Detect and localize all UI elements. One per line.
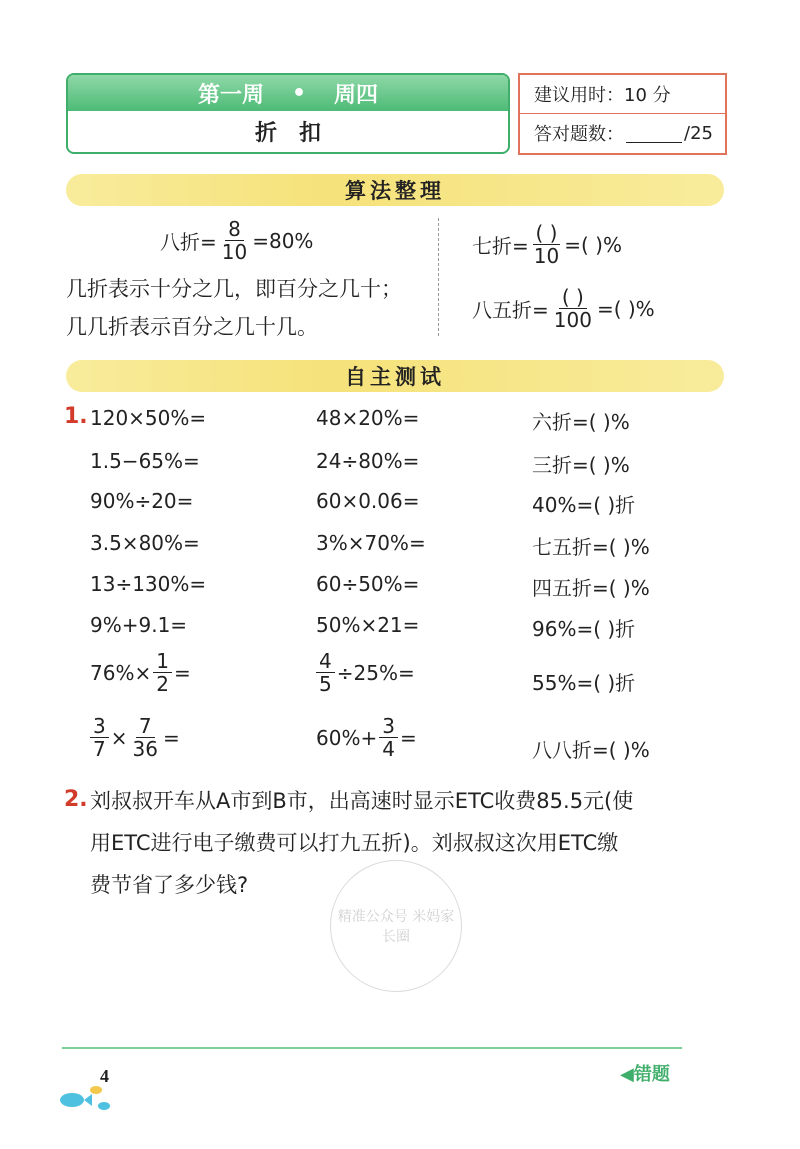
rule-line-1: 几折表示十分之几，即百分之几十； — [66, 277, 402, 301]
topic-title: 折扣 — [254, 121, 343, 146]
expr-pre: 76%× — [90, 660, 152, 685]
fraction-num: 1 — [153, 650, 172, 673]
q1-row-6-a: 9%+9.1= — [90, 613, 188, 637]
example-formula — [160, 218, 313, 263]
fraction-num: 7 — [136, 715, 155, 738]
q1-row-5-c[interactable]: 四五折=( )% — [532, 576, 650, 600]
q1-row-5-a: 13÷130%= — [90, 572, 207, 596]
fraction-den: 36 — [132, 737, 158, 761]
q2-left: 八五折= — [472, 298, 549, 322]
q1-row-3-a: 90%÷20= — [90, 489, 194, 513]
info-box — [518, 73, 727, 155]
q1-row-3-b: 60×0.06= — [316, 489, 420, 513]
fraction — [153, 650, 172, 695]
fraction-den: 5 — [319, 672, 332, 696]
correct-label: 答对题数： — [534, 124, 624, 145]
example-right: =80% — [252, 228, 314, 253]
fraction-den: 100 — [553, 308, 592, 332]
rule-line-2: 几几折表示百分之几十几。 — [66, 315, 318, 339]
example-left: 八折= — [160, 230, 217, 254]
q1-row-8-b — [316, 715, 417, 760]
expr-pre: 60%+ — [316, 725, 378, 750]
page-number: 4 — [100, 1066, 109, 1086]
q1-row-3-c[interactable]: 40%=( )折 — [532, 493, 636, 517]
fraction-den: 4 — [382, 737, 395, 761]
watermark-text: 精准公众号 米妈家长圈 — [337, 909, 455, 945]
section-bar-rules: 算法整理 — [66, 174, 724, 206]
q2-fraction — [551, 286, 595, 331]
q1-row-8-c[interactable]: 八八折=( )% — [532, 738, 650, 762]
title-banner — [68, 75, 508, 111]
rule-question-1 — [472, 222, 622, 267]
q1-left: 七折= — [472, 234, 529, 258]
q1-row-2-c[interactable]: 三折=( )% — [532, 453, 630, 477]
footer-divider — [62, 1047, 682, 1049]
fraction-den: 10 — [533, 244, 560, 268]
title-box — [66, 73, 510, 154]
fraction-num[interactable]: ( ) — [533, 222, 561, 245]
q2-line-3: 费节省了多少钱? — [90, 873, 249, 897]
q1-row-4-a: 3.5×80%= — [90, 531, 200, 555]
fraction-num: 3 — [90, 715, 109, 738]
suggest-time: 建议用时：10 分 — [534, 85, 671, 106]
expr-post: = — [399, 725, 417, 750]
q1-row-6-b: 50%×21= — [316, 613, 420, 637]
fraction-num: 3 — [379, 715, 398, 738]
wrong-questions-link[interactable]: ◀错题 — [620, 1064, 670, 1085]
question-2-label: 2. — [64, 787, 88, 812]
q1-row-5-b: 60÷50%= — [316, 572, 420, 596]
rule-question-2 — [472, 286, 655, 331]
example-fraction — [219, 218, 250, 263]
q1-row-1-b: 48×20%= — [316, 406, 420, 430]
q2-right[interactable]: =( )% — [596, 296, 655, 321]
separator-dot: • — [291, 80, 307, 106]
q1-fraction — [531, 222, 562, 267]
q1-row-6-c[interactable]: 96%=( )折 — [532, 617, 636, 641]
q2-line-1: 刘叔叔开车从A市到B市，出高速时显示ETC收费85.5元(使 — [90, 789, 634, 813]
fraction-num: 4 — [316, 650, 335, 673]
q1-row-2-b: 24÷80%= — [316, 449, 420, 473]
expr-post: = — [162, 725, 180, 750]
fraction-den: 10 — [221, 240, 248, 264]
section-bar-test: 自主测试 — [66, 360, 724, 392]
expr-post: ÷25%= — [336, 660, 415, 685]
question-1-label: 1. — [64, 404, 88, 429]
q1-row-1-c[interactable]: 六折=( )% — [532, 410, 630, 434]
fraction — [130, 715, 161, 760]
q1-row-4-c[interactable]: 七五折=( )% — [532, 535, 650, 559]
fraction — [316, 650, 335, 695]
correct-total: /25 — [684, 122, 713, 144]
q1-row-7-a — [90, 650, 191, 695]
correct-input[interactable] — [626, 124, 682, 143]
q1-row-1-a: 120×50%= — [90, 406, 207, 430]
q1-row-2-a: 1.5−65%= — [90, 449, 200, 473]
q1-row-4-b: 3%×70%= — [316, 531, 426, 555]
q1-row-8-a — [88, 715, 180, 760]
expr-post: = — [173, 660, 191, 685]
q1-row-7-c[interactable]: 55%=( )折 — [532, 671, 636, 695]
expr-op: × — [110, 725, 128, 750]
fraction — [379, 715, 398, 760]
week-label: 第一周 — [197, 82, 264, 108]
q1-row-7-b — [314, 650, 415, 695]
fraction-num: 8 — [225, 218, 244, 241]
watermark-stamp — [330, 860, 462, 992]
fraction-den: 7 — [93, 737, 106, 761]
fraction-den: 2 — [156, 672, 169, 696]
fraction — [90, 715, 109, 760]
q1-right[interactable]: =( )% — [564, 232, 622, 257]
divider-dashed — [438, 218, 439, 336]
q2-line-2: 用ETC进行电子缴费可以打九五折)。刘叔叔这次用ETC缴 — [90, 831, 619, 855]
correct-count — [520, 113, 725, 152]
fraction-num[interactable]: ( ) — [559, 286, 587, 309]
day-label: 周四 — [334, 82, 379, 108]
